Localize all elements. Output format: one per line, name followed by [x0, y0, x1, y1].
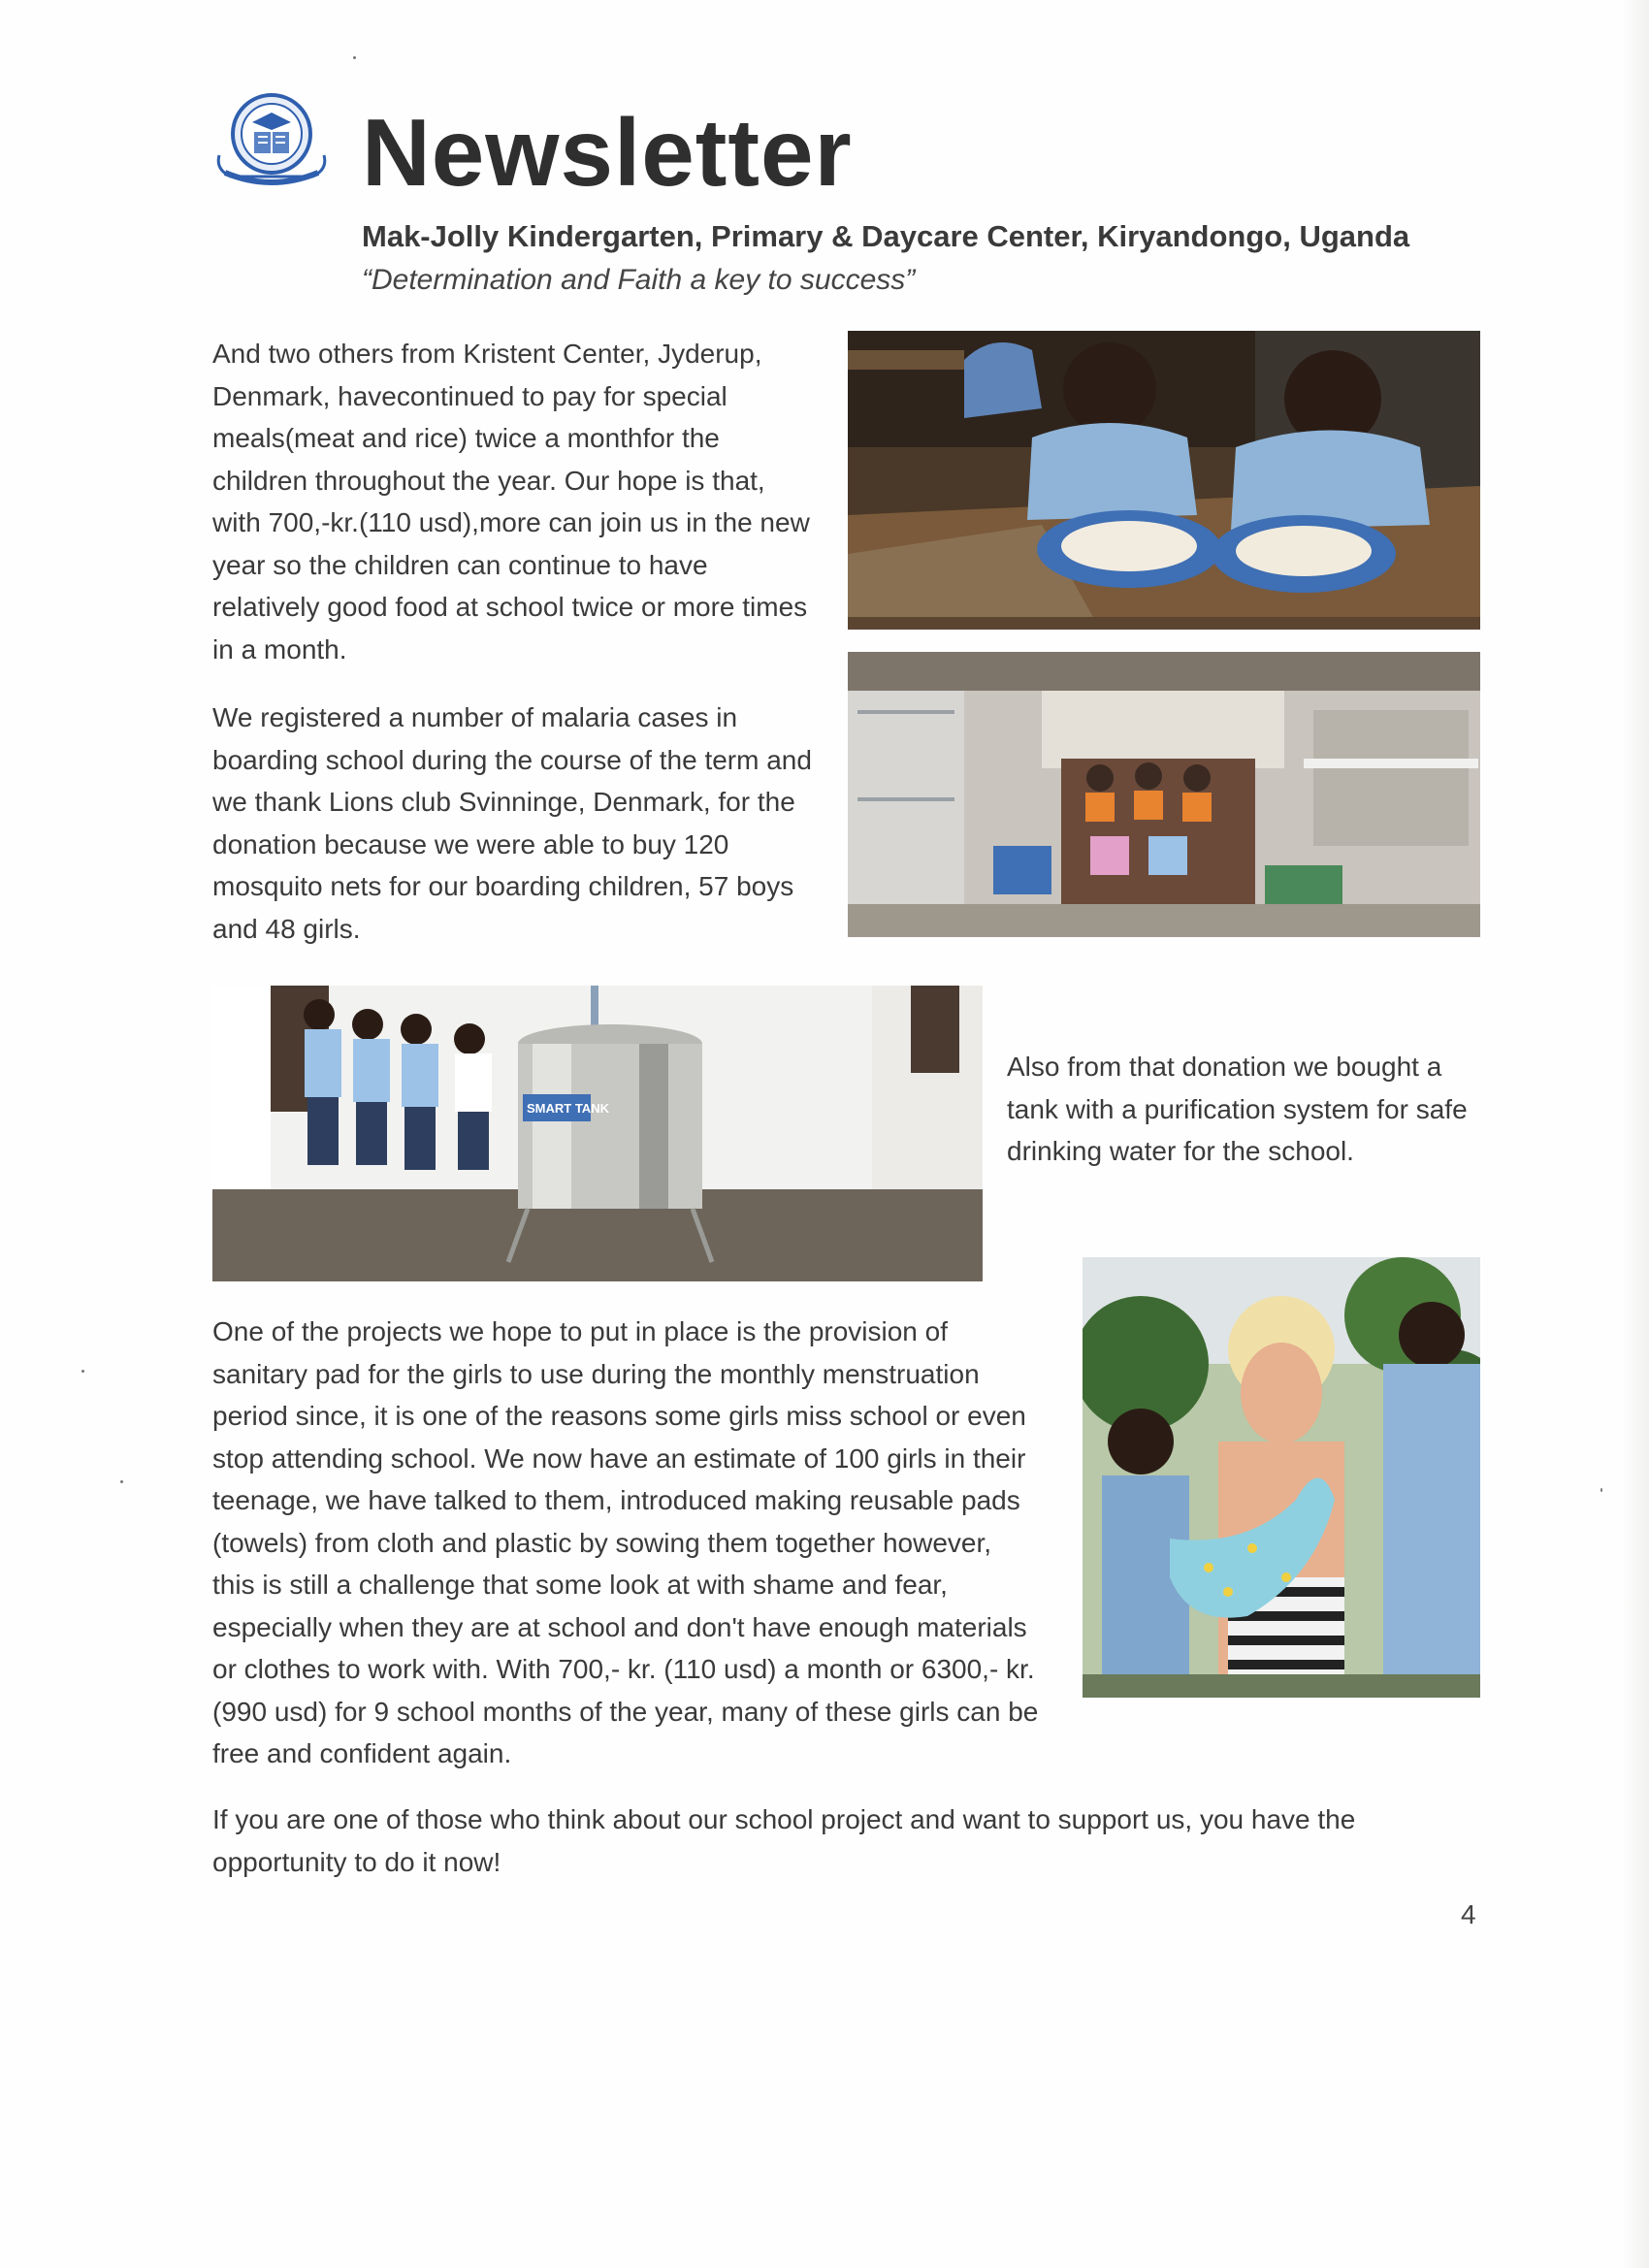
text-line: we thank Lions club Svinninge, Denmark, for the: [212, 787, 795, 817]
text-line: free and confident again.: [212, 1738, 512, 1768]
text-line: boarding school during the course of the term and: [212, 744, 812, 775]
school-motto: “Determination and Faith a key to success”: [362, 264, 916, 296]
text-line: sanitary pad for the girls to use during the monthly menstruation: [212, 1358, 980, 1389]
text-line: donation because we were able to buy 120: [212, 828, 729, 859]
page-number: 4: [1461, 1899, 1476, 1929]
text-line: children throughout the year. Our hope is that,: [212, 465, 765, 496]
text-line: this is still a challenge that some look at with shame and fear,: [212, 1570, 948, 1600]
text-line: tank with a purification system for safe: [1007, 1093, 1468, 1124]
text-line: (990 usd) for 9 school months of the year, many of these girls can be: [212, 1696, 1039, 1727]
text-line: We registered a number of malaria cases in: [212, 702, 738, 732]
text-line: mosquito nets for our boarding children, 57 boys: [212, 871, 794, 901]
text-line: in a month.: [212, 633, 347, 664]
scan-speck: [353, 56, 356, 59]
text-line: One of the projects we hope to put in place is the provision of: [212, 1316, 949, 1346]
text-line: with 700,-kr.(110 usd),more can join us in the new: [212, 507, 810, 537]
text-line: meals(meat and rice) twice a monthfor the: [212, 423, 720, 453]
meals-paragraph: [212, 333, 810, 670]
water-tank-photo: [212, 986, 983, 1281]
text-line: Denmark, havecontinued to pay for special: [212, 380, 728, 411]
text-line: opportunity to do it now!: [212, 1846, 501, 1877]
tank-label: SMART TANK: [527, 1101, 609, 1116]
text-line: or clothes to work with. With 700,- kr. (110 usd) a month or 6300,- kr.: [212, 1654, 1035, 1684]
scan-speck: [1600, 1488, 1602, 1492]
text-line: period since, it is one of the reasons some girls miss school or even: [212, 1401, 1026, 1431]
page-edge: [1624, 0, 1649, 2268]
text-line: relatively good food at school twice or more times: [212, 592, 808, 622]
text-line: especially when they are at school and don't have enough materials: [212, 1611, 1027, 1642]
school-logo: [211, 87, 332, 194]
malaria-paragraph: [212, 697, 812, 950]
text-line: drinking water for the school.: [1007, 1136, 1354, 1166]
text-line: (towels) from cloth and plastic by sowing them together however,: [212, 1527, 992, 1558]
text-line: Also from that donation we bought a: [1007, 1052, 1442, 1082]
closing-paragraph: [212, 1798, 1355, 1883]
scan-speck: [120, 1480, 123, 1483]
text-line: and 48 girls.: [212, 913, 361, 944]
dormitory-photo: [848, 652, 1480, 937]
children-eating-photo: [848, 331, 1480, 630]
sanitary-pads-paragraph: [212, 1311, 1038, 1775]
newsletter-title: Newsletter: [362, 99, 853, 206]
scan-speck: [81, 1370, 84, 1373]
text-line: If you are one of those who think about our school project and want to support us, you have the: [212, 1804, 1356, 1834]
text-line: teenage, we have talked to them, introduced making reusable pads: [212, 1485, 1020, 1515]
text-line: stop attending school. We now have an estimate of 100 girls in their: [212, 1442, 1026, 1474]
text-line: year so the children can continue to have: [212, 549, 708, 580]
text-line: And two others from Kristent Center, Jyderup,: [212, 339, 762, 369]
tank-paragraph: [1007, 1046, 1468, 1173]
reusable-pad-photo: [1083, 1257, 1480, 1698]
school-name: Mak-Jolly Kindergarten, Primary & Daycare Center, Kiryandongo, Uganda: [362, 219, 1410, 253]
